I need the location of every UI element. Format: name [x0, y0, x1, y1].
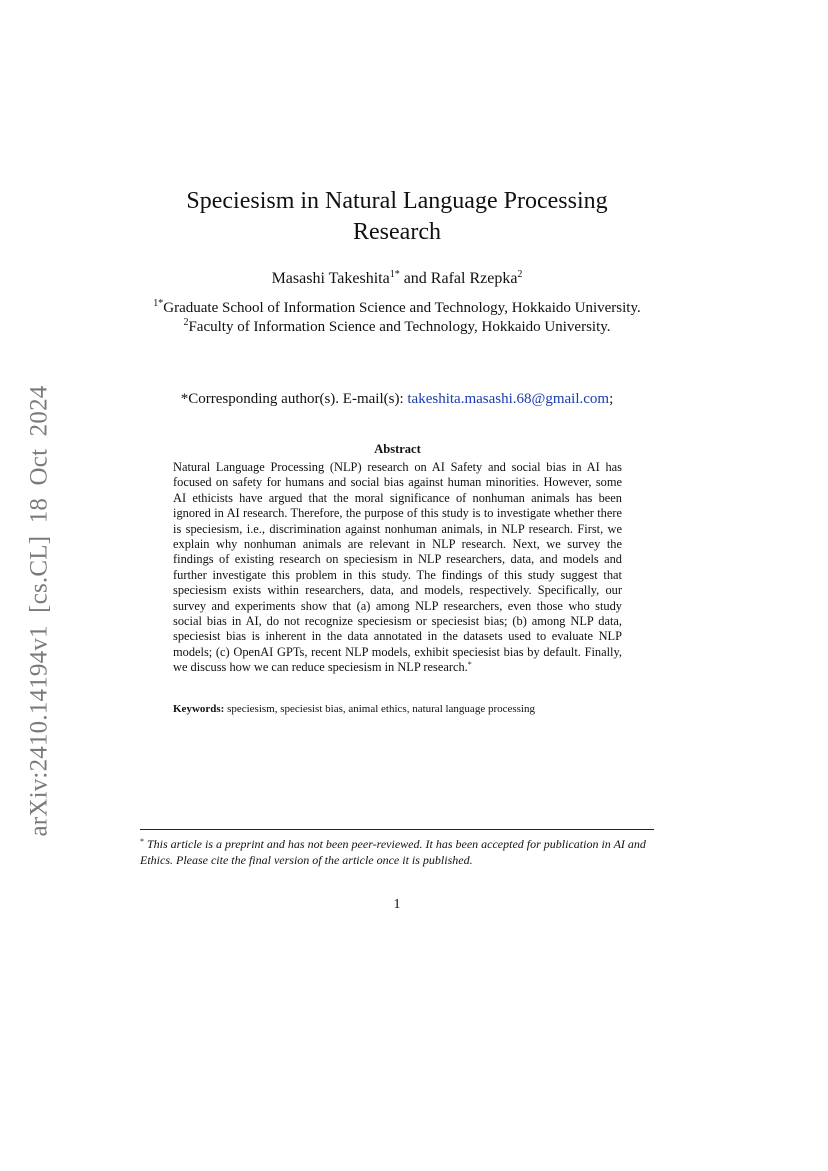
affiliation-list [140, 299, 654, 337]
author-name: Rafal Rzepka [430, 270, 518, 287]
author-conjunction: and [403, 270, 427, 287]
affiliation-text: Graduate School of Information Science and Technology, Hokkaido University. [163, 300, 641, 316]
corresponding-author-line [140, 389, 654, 409]
footnote-text: This article is a preprint and has not been peer-reviewed. It has been accepted for publication in AI and Ethics. Please cite the final version of the article once it is published. [140, 837, 646, 867]
affiliation-marker: 2 [183, 317, 189, 328]
affiliation [140, 318, 654, 337]
corresponding-trailing: ; [609, 391, 614, 407]
keywords-text: speciesism, speciesist bias, animal ethics, natural language processing [227, 703, 535, 715]
keywords-line [173, 702, 622, 717]
abstract-body [173, 460, 622, 676]
footnote-divider [140, 829, 654, 830]
author-affiliation-marker: 1* [389, 269, 400, 280]
affiliation-text: Faculty of Information Science and Technology, Hokkaido University. [188, 319, 611, 335]
page-number: 1 [393, 897, 401, 912]
corresponding-label: *Corresponding author(s). E-mail(s): [180, 391, 404, 407]
author-affiliation-marker: 2 [517, 269, 523, 280]
author-list [140, 268, 654, 290]
author-name: Masashi Takeshita [271, 270, 390, 287]
abstract-heading: Abstract [374, 442, 421, 456]
abstract-text: Natural Language Processing (NLP) research on AI Safety and social bias in AI has focused on safety for humans and social bias against human minorities. However, some AI ethicists have argued that the moral significance of nonhuman animals has been ignored in AI research. Therefore, the purpose of this study is to investigate whether there is speciesism, i.e., discrimination against nonhuman animals, in NLP research. First, we explain why nonhuman animals are relevant in NLP research. Next, we survey the findings of existing research on speciesism in NLP researchers, data, and models and further investigate this problem in this study. The findings of this study suggest that speciesism exists within researchers, data, and models, respectively. Specifically, our survey and experiments show that (a) among NLP researchers, even those who study social bias in AI, do not recognize speciesism or speciesist bias; (b) among NLP data, speciesist bias is inherent in the data annotated in the datasets used to evaluate NLP models; (c) OpenAI GPTs, recent NLP models, exhibit speciesist bias by default. Finally, we discuss how we can reduce speciesism in NLP research. [173, 460, 622, 675]
paper-title: Speciesism in Natural Language Processing Research [186, 188, 608, 245]
arxiv-sidebar-stamp [14, 372, 64, 850]
abstract-footnote-marker: * [467, 660, 472, 670]
keywords-label: Keywords: [173, 703, 225, 715]
email-link[interactable]: takeshita.masashi.68@gmail.com [407, 391, 610, 407]
footnote [140, 836, 654, 868]
affiliation [140, 299, 654, 318]
footnote-marker: * [140, 837, 144, 846]
arxiv-identifier: arXiv:2410.14194v1 [cs.CL] 18 Oct 2024 [25, 385, 52, 837]
affiliation-marker: 1* [153, 298, 164, 309]
